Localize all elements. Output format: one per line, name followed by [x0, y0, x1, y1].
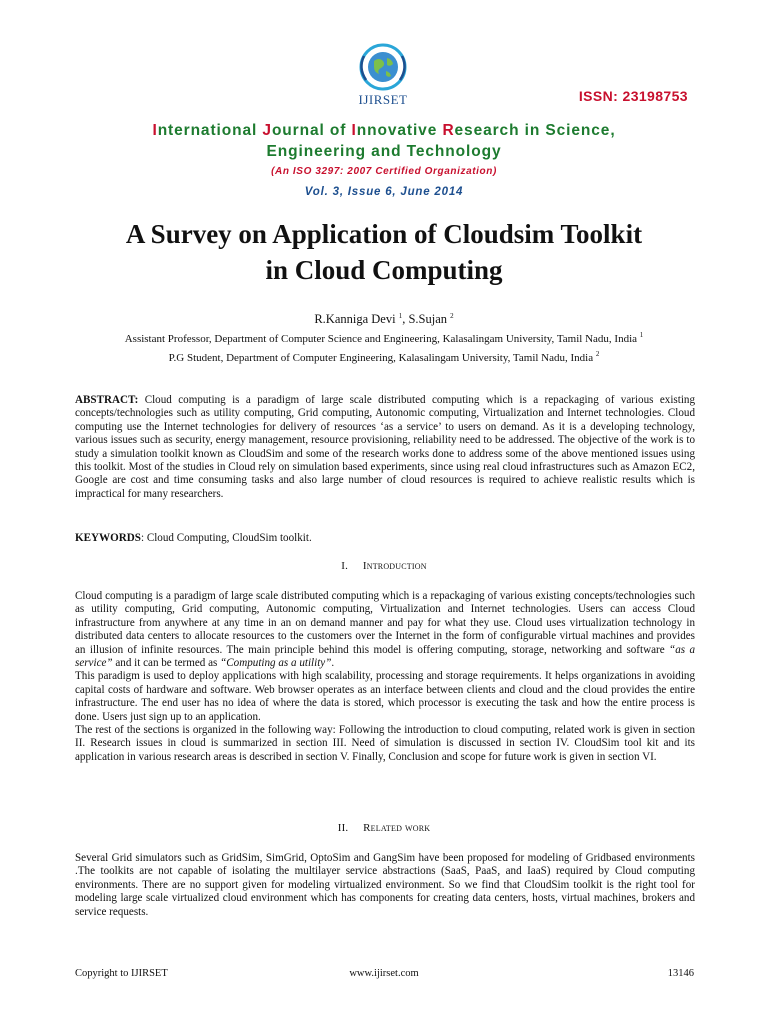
paragraph — [75, 590, 695, 670]
journal-word: nternational — [157, 122, 263, 139]
title-line2: in Cloud Computing — [265, 255, 503, 285]
paragraph: This paradigm is used to deploy applications with high scalability, processing and storage requirements. It helps organizations in avoiding capital costs of hardware and software. Web browser operates as an interface between clients and cloud and the cloud provides the entire infrastructure. The end user has no idea of where the data is stored, which processor is executing the task and how the entire process is done. Users just sign up to an application. — [75, 670, 695, 723]
logo-wordmark: IJIRSET — [358, 92, 408, 107]
related-work-body — [75, 852, 695, 919]
paper-title — [40, 216, 728, 288]
affiliation — [40, 352, 728, 364]
author-superscript: 1 — [398, 312, 403, 320]
journal-initial: I — [351, 122, 357, 139]
abstract-text: Cloud computing is a paradigm of large scale distributed computing which is a repackaging of various existing concepts/technologies such as utility computing, Grid computing, Autonomic computing, Virtualization and Internet technologies. Cloud computing use the Internet technologies for delivery of resources ‘as a service’ to users on demand. As it is a developing technology, various issues such as security, energy management, resource provisioning, reliability need to be addressed. The objective of the work is to study a simulation toolkit known as CloudSim and some of the research works done to address some of the above mentioned issues using this toolkit. Most of the studies in Cloud rely on simulation based experiments, since using real cloud infrastructures such as Amazon EC2, Google are cost and time consuming tasks and also large number of cloud resources is required to achieve realistic results which is impractical for many researchers. — [75, 394, 695, 500]
abstract-label: ABSTRACT: — [75, 394, 139, 406]
section-heading: I. Introduction — [341, 560, 427, 572]
abstract-paragraph — [75, 394, 695, 501]
author-name: R.Kanniga Devi — [314, 312, 396, 326]
paragraph: The rest of the sections is organized in the following way: Following the introduction to cloud computing, related work is given in section II. Research issues in cloud is summarized in section III. Need of simulation is discussed in section IV. CloudSim tool kit and its application in various research areas is described in section V. Finally, Conclusion and scope for future work is given in section VI. — [75, 724, 695, 763]
author-superscript: 2 — [450, 312, 454, 320]
section-heading: II. Related work — [337, 822, 431, 834]
introduction-body — [75, 590, 695, 764]
authors — [0, 312, 768, 327]
affiliation-text: Assistant Professor, Department of Computer Science and Engineering, Kalasalingam University, Tamil Nadu, India — [124, 333, 638, 345]
footer-website: www.ijirset.com — [349, 968, 419, 979]
italic-phrase: “Computing as a utility” — [220, 657, 332, 670]
keywords — [75, 532, 695, 545]
paragraph-text: and it can be termed as — [112, 657, 221, 670]
journal-name-line2: Engineering and Technology — [266, 143, 502, 160]
journal-word: esearch in Science, — [454, 122, 616, 139]
paragraph: Several Grid simulators such as GridSim, SimGrid, OptoSim and GangSim have been proposed for modeling of Gridbased environments .The toolkits are not capable of isolating the multilayer service abstractions (SaaS, PaaS, and IaaS) required by Cloud computing environments. There are no support given for modeling virtualized environment. So we find that CloudSim toolkit is the right tool for modeling large scale virtualized cloud environment which has components for creating data centers, hosts, virtual machines, brokers and service requests. — [75, 852, 695, 918]
paragraph-text: Cloud computing is a paradigm of large scale distributed computing which is a repackaging of various existing concepts/technologies such as utility computing, Grid computing, Autonomic computing, Virtualization and Internet technologies. Users can access Cloud infrastructure from anywhere at any time in an on demand manner and pay for what they use. Cloud uses virtualization technology in distributed data centers to allocate resources to the customers over the Internet in the form of configurable virtual machines and provides an illusion of infinite resources. The main principle behind this model is offering computing, storage, networking and software — [75, 590, 695, 656]
title-line1: A Survey on Application of Cloudsim Toolkit — [125, 219, 643, 249]
affiliation-superscript: 1 — [639, 331, 644, 339]
italic-phrase: “as a service” — [75, 643, 696, 670]
affiliation — [40, 333, 728, 345]
page-number: 13146 — [667, 968, 694, 979]
keywords-label: KEYWORDS — [75, 532, 141, 544]
keywords-text: : Cloud Computing, CloudSim toolkit. — [140, 532, 312, 544]
volume-issue: Vol. 3, Issue 6, June 2014 — [304, 186, 464, 198]
paragraph-text: . — [331, 657, 335, 670]
journal-initial: R — [442, 122, 455, 139]
journal-initial: I — [152, 122, 158, 139]
globe-icon — [340, 40, 426, 96]
journal-name-line1 — [0, 120, 768, 141]
footer-copyright: Copyright to IJIRSET — [75, 968, 168, 979]
affiliation-text: P.G Student, Department of Computer Engineering, Kalasalingam University, Tamil Nadu, India — [168, 352, 594, 364]
abstract — [75, 394, 695, 501]
affiliation-superscript: 2 — [595, 350, 600, 358]
issn-number: ISSN: 23198753 — [578, 88, 688, 104]
journal-word: nnovative — [356, 122, 443, 139]
author-name: S.Sujan — [408, 312, 448, 326]
journal-name — [0, 120, 768, 162]
journal-word: ournal of — [271, 122, 352, 139]
keywords-paragraph — [75, 532, 695, 545]
journal-logo — [340, 40, 426, 108]
author-separator: , — [402, 312, 409, 326]
journal-initial: J — [262, 122, 272, 139]
certification-note: (An ISO 3297: 2007 Certified Organization) — [271, 166, 497, 177]
